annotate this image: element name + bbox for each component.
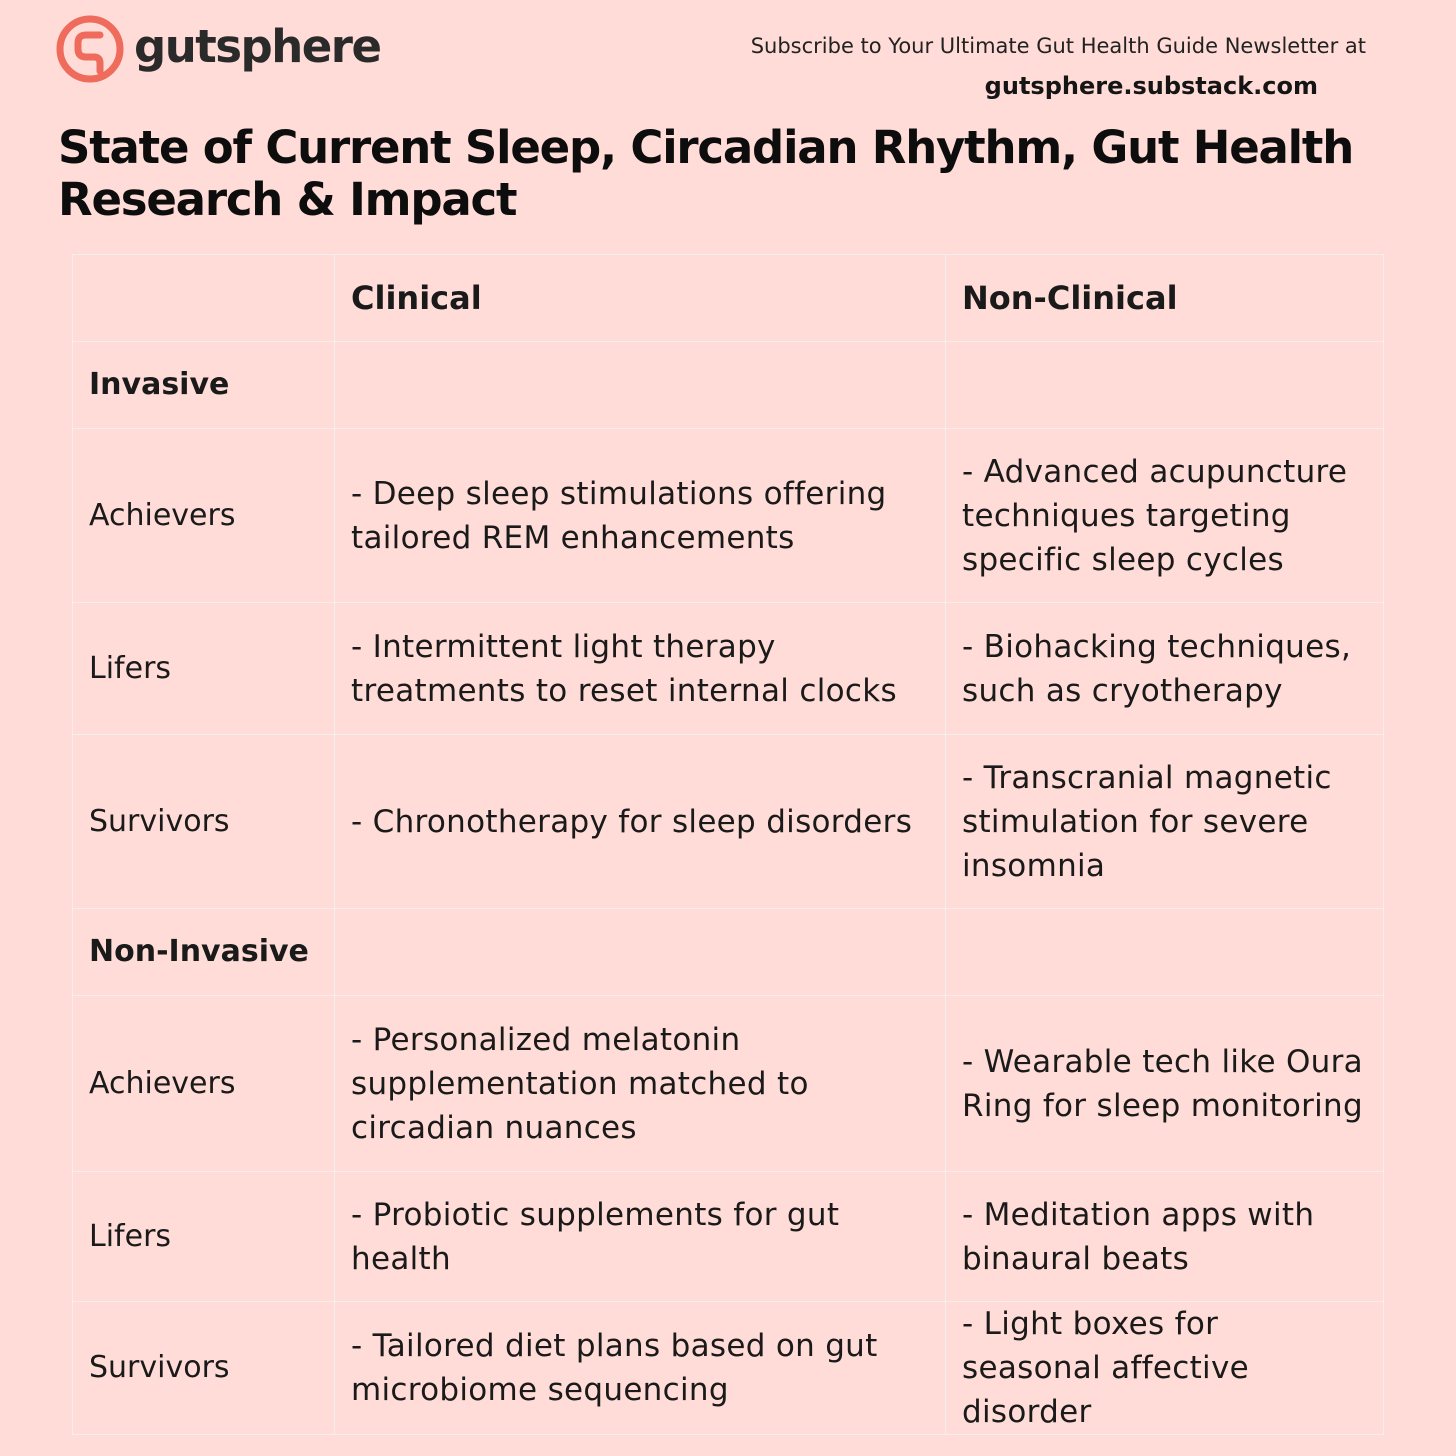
brand-logo [56,14,381,84]
section-label: Non-Invasive [73,909,335,996]
table-row [73,996,1384,1172]
research-table [72,254,1384,1435]
clinical-cell: - Intermittent light therapy treatments to reset internal clocks [335,603,946,735]
clinical-cell: - Tailored diet plans based on gut microbiome sequencing [335,1302,946,1435]
section-row-non-invasive [73,909,1384,996]
newsletter-url[interactable]: gutsphere.substack.com [984,72,1318,100]
section-row-invasive [73,342,1384,429]
row-label: Lifers [73,603,335,735]
empty-cell [946,342,1384,429]
header-cell-non-clinical: Non-Clinical [946,255,1384,342]
non-clinical-cell: - Wearable tech like Oura Ring for sleep monitoring [946,996,1384,1172]
page-title: State of Current Sleep, Circadian Rhythm, Gut Health Research & Impact [58,121,1354,226]
non-clinical-cell: - Biohacking techniques, such as cryotherapy [946,603,1384,735]
brand-name: gutsphere [134,19,381,73]
clinical-cell: - Probiotic supplements for gut health [335,1172,946,1302]
table-row [73,1302,1384,1435]
gut-logo-icon [56,15,124,83]
row-label: Survivors [73,1302,335,1435]
row-label: Achievers [73,429,335,603]
section-label: Invasive [73,342,335,429]
row-label: Achievers [73,996,335,1172]
non-clinical-cell: - Light boxes for seasonal affective disorder [946,1302,1384,1435]
empty-cell [335,909,946,996]
clinical-cell: - Chronotherapy for sleep disorders [335,735,946,909]
table-row [73,1172,1384,1302]
table-row [73,603,1384,735]
table-row [73,429,1384,603]
non-clinical-cell: - Advanced acupuncture techniques targeting specific sleep cycles [946,429,1384,603]
empty-cell [335,342,946,429]
non-clinical-cell: - Transcranial magnetic stimulation for severe insomnia [946,735,1384,909]
header-cell-clinical: Clinical [335,255,946,342]
row-label: Lifers [73,1172,335,1302]
empty-cell [946,909,1384,996]
table-header-row [73,255,1384,342]
row-label: Survivors [73,735,335,909]
non-clinical-cell: - Meditation apps with binaural beats [946,1172,1384,1302]
subscribe-text: Subscribe to Your Ultimate Gut Health Guide Newsletter at [750,34,1366,58]
header-cell-empty [73,255,335,342]
clinical-cell: - Personalized melatonin supplementation matched to circadian nuances [335,996,946,1172]
clinical-cell: - Deep sleep stimulations offering tailored REM enhancements [335,429,946,603]
table-row [73,735,1384,909]
